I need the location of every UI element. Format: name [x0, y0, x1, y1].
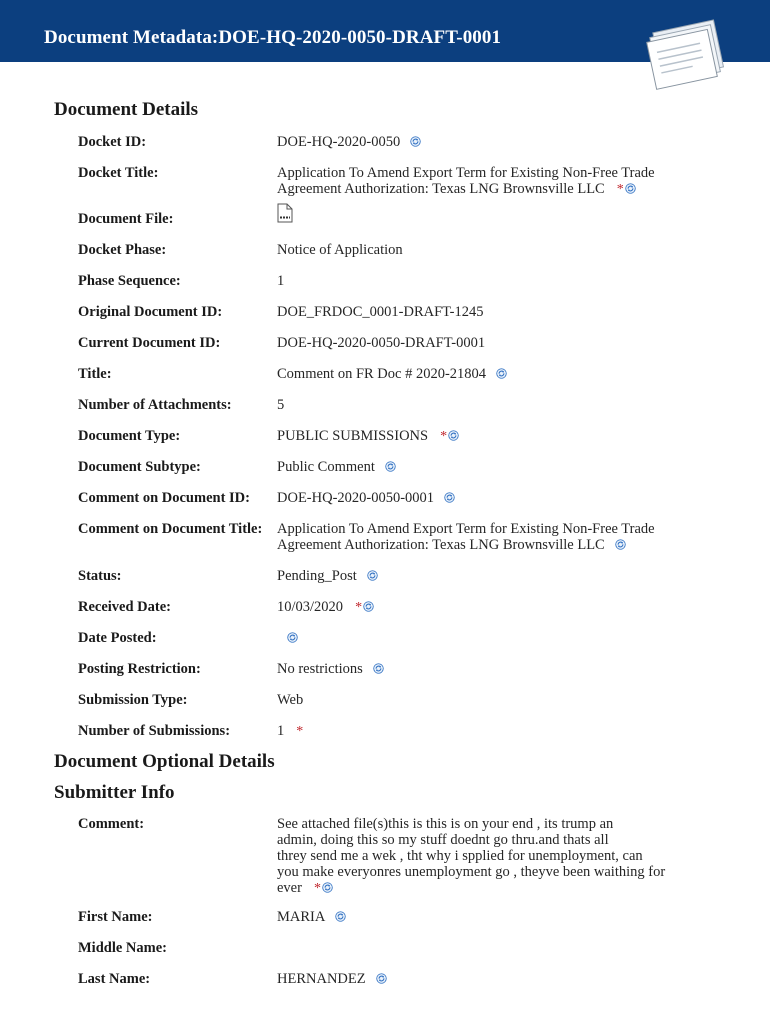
field-value: HERNANDEZ: [277, 971, 697, 987]
field-label: Docket Title:: [78, 165, 159, 181]
field-label: Middle Name:: [78, 940, 167, 956]
refresh-icon[interactable]: [448, 430, 459, 441]
field-label: Docket ID:: [78, 134, 147, 150]
field-label: Received Date:: [78, 599, 171, 615]
field-value: MARIA: [277, 909, 697, 925]
field-value: DOE-HQ-2020-0050-DRAFT-0001: [277, 335, 486, 351]
field-label: Document Subtype:: [78, 459, 201, 475]
field-value: 10/03/2020 *: [277, 599, 697, 616]
field-label: Document Type:: [78, 428, 181, 444]
section-heading-document-details: Document Details: [54, 99, 199, 120]
field-value: Application To Amend Export Term for Existing Non-Free Trade Agreement Authorization: Texas LNG Brownsville LLC *: [277, 165, 655, 197]
field-label: Number of Attachments:: [78, 397, 232, 413]
field-label: Posting Restriction:: [78, 661, 201, 677]
field-label: First Name:: [78, 909, 153, 925]
refresh-icon[interactable]: [373, 663, 384, 674]
field-label: Date Posted:: [78, 630, 157, 646]
field-value: 1 *: [277, 723, 304, 739]
required-marker: *: [313, 881, 321, 896]
page-title: Document Metadata:DOE-HQ-2020-0050-DRAFT-0001: [44, 27, 502, 48]
field-value: DOE-HQ-2020-0050: [277, 134, 697, 150]
refresh-icon[interactable]: [287, 632, 298, 643]
field-value: 1: [277, 273, 285, 289]
field-label: Submission Type:: [78, 692, 188, 708]
document-stack-icon: [640, 16, 736, 92]
field-label: Last Name:: [78, 971, 151, 987]
refresh-icon[interactable]: [410, 136, 421, 147]
field-value: See attached file(s)this is this is on your end , its trump an admin, doing this so my stuff doednt go thru.and thats all threy send me a wek , tht why i spplied for unemployment, can you make everyonres unemployment go , theyve been waithing for ever *: [277, 816, 666, 896]
refresh-icon[interactable]: [496, 368, 507, 379]
refresh-icon[interactable]: [625, 183, 636, 194]
required-marker: *: [440, 429, 448, 444]
field-value: [277, 630, 697, 646]
section-heading-optional-details: Document Optional Details: [54, 751, 275, 772]
field-value: DOE_FRDOC_0001-DRAFT-1245: [277, 304, 484, 320]
field-value: PUBLIC SUBMISSIONS *: [277, 428, 697, 445]
field-value: Web: [277, 692, 304, 708]
required-marker: *: [355, 600, 363, 615]
field-value: Pending_Post: [277, 568, 697, 584]
field-value: Notice of Application: [277, 242, 403, 258]
required-marker: *: [616, 182, 624, 197]
field-value: Application To Amend Export Term for Existing Non-Free Trade Agreement Authorization: Texas LNG Brownsville LLC: [277, 521, 655, 553]
field-value: Public Comment: [277, 459, 697, 475]
refresh-icon[interactable]: [444, 492, 455, 503]
field-label: Comment:: [78, 816, 145, 832]
refresh-icon[interactable]: [376, 973, 387, 984]
refresh-icon[interactable]: [385, 461, 396, 472]
required-marker: *: [296, 724, 304, 739]
refresh-icon[interactable]: [335, 911, 346, 922]
field-label: Original Document ID:: [78, 304, 223, 320]
section-heading-submitter-info: Submitter Info: [54, 782, 175, 803]
field-label: Phase Sequence:: [78, 273, 181, 289]
field-value: No restrictions: [277, 661, 697, 677]
field-label: Comment on Document ID:: [78, 490, 250, 506]
field-label: Status:: [78, 568, 122, 584]
field-label: Title:: [78, 366, 112, 382]
field-value: 5: [277, 397, 285, 413]
refresh-icon[interactable]: [367, 570, 378, 581]
field-value: DOE-HQ-2020-0050-0001: [277, 490, 697, 506]
field-label: Number of Submissions:: [78, 723, 231, 739]
refresh-icon[interactable]: [322, 882, 333, 893]
field-value: Comment on FR Doc # 2020-21804: [277, 366, 697, 382]
field-label: Document File:: [78, 211, 174, 227]
field-label: Comment on Document Title:: [78, 521, 263, 537]
file-icon[interactable]: [277, 203, 293, 223]
refresh-icon[interactable]: [363, 601, 374, 612]
field-label: Docket Phase:: [78, 242, 167, 258]
field-label: Current Document ID:: [78, 335, 221, 351]
refresh-icon[interactable]: [615, 539, 626, 550]
